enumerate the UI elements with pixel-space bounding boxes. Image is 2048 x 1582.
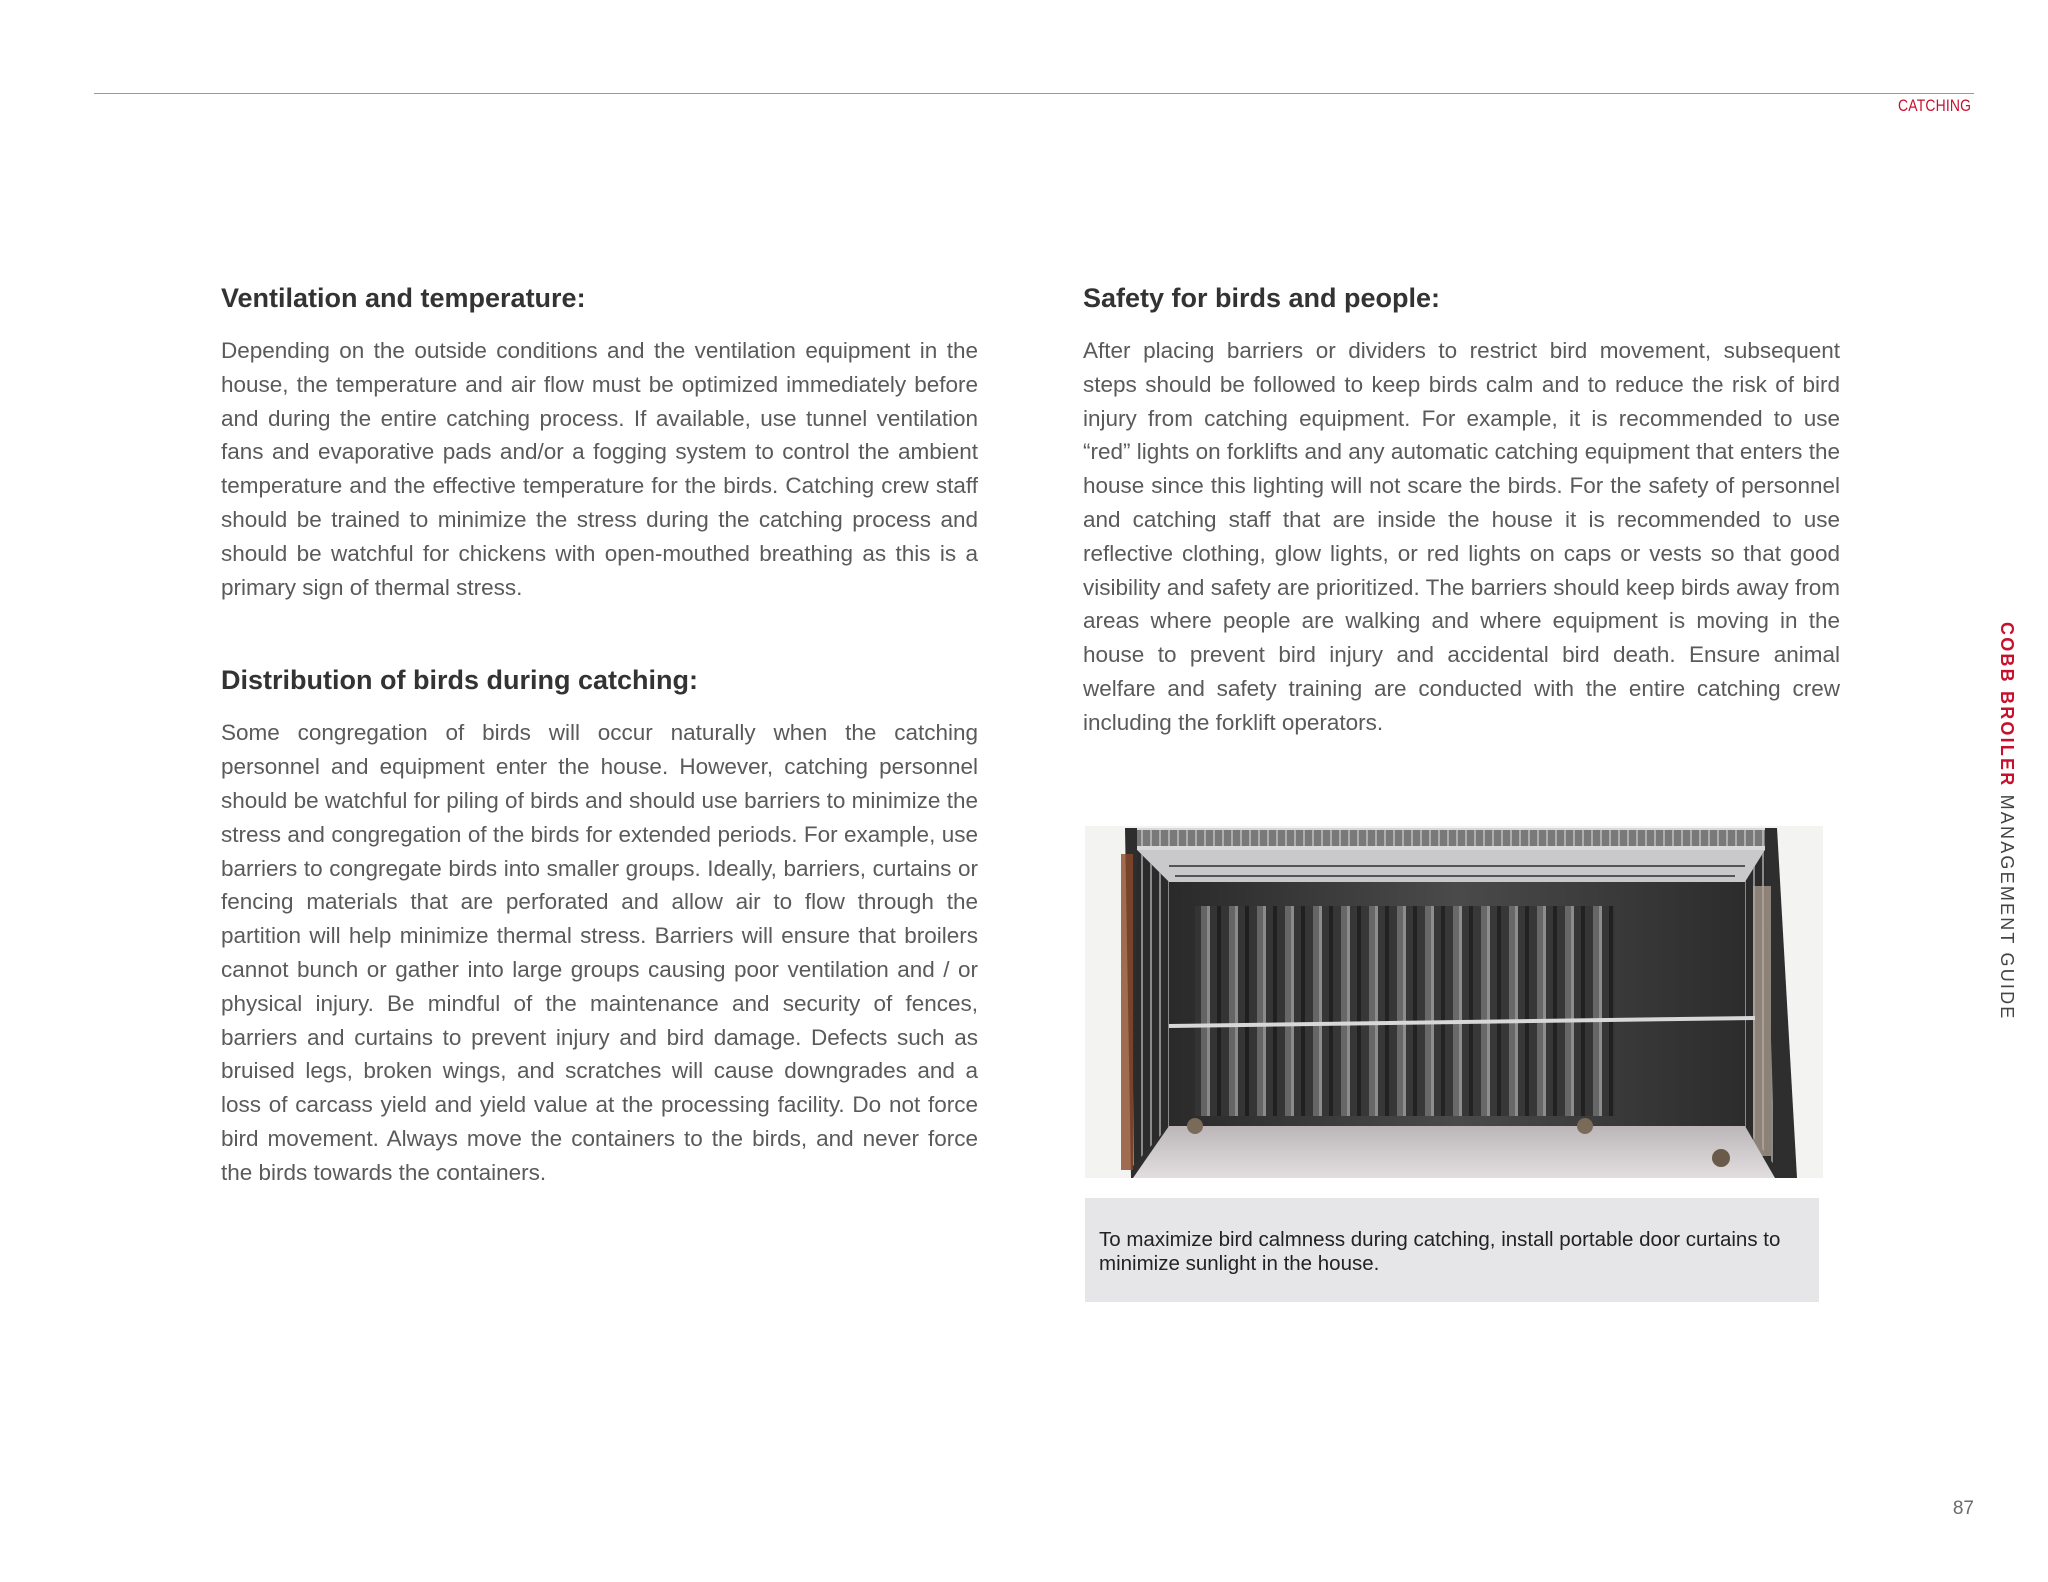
distribution-heading: Distribution of birds during catching: [221, 665, 698, 696]
section-label: CATCHING [1897, 96, 1971, 115]
left-column [221, 282, 978, 1190]
photo-caption-box [1085, 1198, 1819, 1302]
right-column [1083, 282, 1840, 740]
safety-heading: Safety for birds and people: [1083, 283, 1441, 313]
ventilation-body: Depending on the outside conditions and the ventilation equipment in the house, the temperature and air flow must be optimized immediately before and during the entire catching process. If available, use tunnel ventilation fans and evaporative pads and/or a fogging system to control the ambient temperature and the effective temperature for the birds. Catching crew staff should be trained to minimize the stress during the catching process and should be watchful for chickens with open-mouthed breathing as this is a primary sign of thermal stress. [221, 338, 978, 600]
distribution-body: Some congregation of birds will occur naturally when the catching personnel and equipment enter the house. However, catching personnel should be watchful for piling of birds and should use barriers to minimize the stress and congregation of the birds for extended periods. For example, use barriers to congregate birds into smaller groups. Ideally, barriers, curtains or fencing materials that are perforated and allow air to flow through the partition will help minimize thermal stress. Barriers will ensure that broilers cannot bunch or gather into large groups causing poor ventilation and / or physical injury. Be mindful of the maintenance and security of fences, barriers and curtains to prevent injury and bird damage. Defects such as bruised legs, broken wings, and scratches will cause downgrades and a loss of carcass yield and yield value at the processing facility. Do not force bird movement. Always move the containers to the birds, and never force the birds towards the containers. [221, 720, 978, 1185]
ventilation-heading: Ventilation and temperature: [221, 283, 586, 313]
page-number: 87 [1952, 1498, 1974, 1519]
safety-body: After placing barriers or dividers to restrict bird movement, subsequent steps should be followed to keep birds calm and to reduce the risk of bird injury from catching equipment. For example, it is recommended to use “red” lights on forklifts and any automatic catching equipment that enters the house since this lighting will not scare the birds. For the safety of personnel and catching staff that are inside the house it is recommended to use reflective clothing, glow lights, or red lights on caps or vests so that good visibility and safety are prioritized. The barriers should keep birds away from areas where people are walking and where equipment is moving in the house to prevent bird injury and accidental bird death. Ensure animal welfare and safety training are conducted with the entire catching crew including the forklift operators. [1083, 338, 1840, 735]
safety-section [1083, 282, 1840, 740]
container-curtain-illustration [1085, 826, 1823, 1178]
door-curtain-photo [1085, 826, 1823, 1178]
guide-title-text: MANAGEMENT GUIDE [1997, 787, 2017, 1021]
ventilation-section [221, 282, 978, 604]
distribution-section [221, 664, 978, 1189]
guide-title-vertical [1996, 622, 2017, 1021]
photo-caption: To maximize bird calmness during catching, install portable door curtains to minimize sunlight in the house. [1099, 1228, 1781, 1275]
guide-brand: COBB BROILER [1997, 622, 2017, 788]
header-rule [94, 93, 1974, 94]
